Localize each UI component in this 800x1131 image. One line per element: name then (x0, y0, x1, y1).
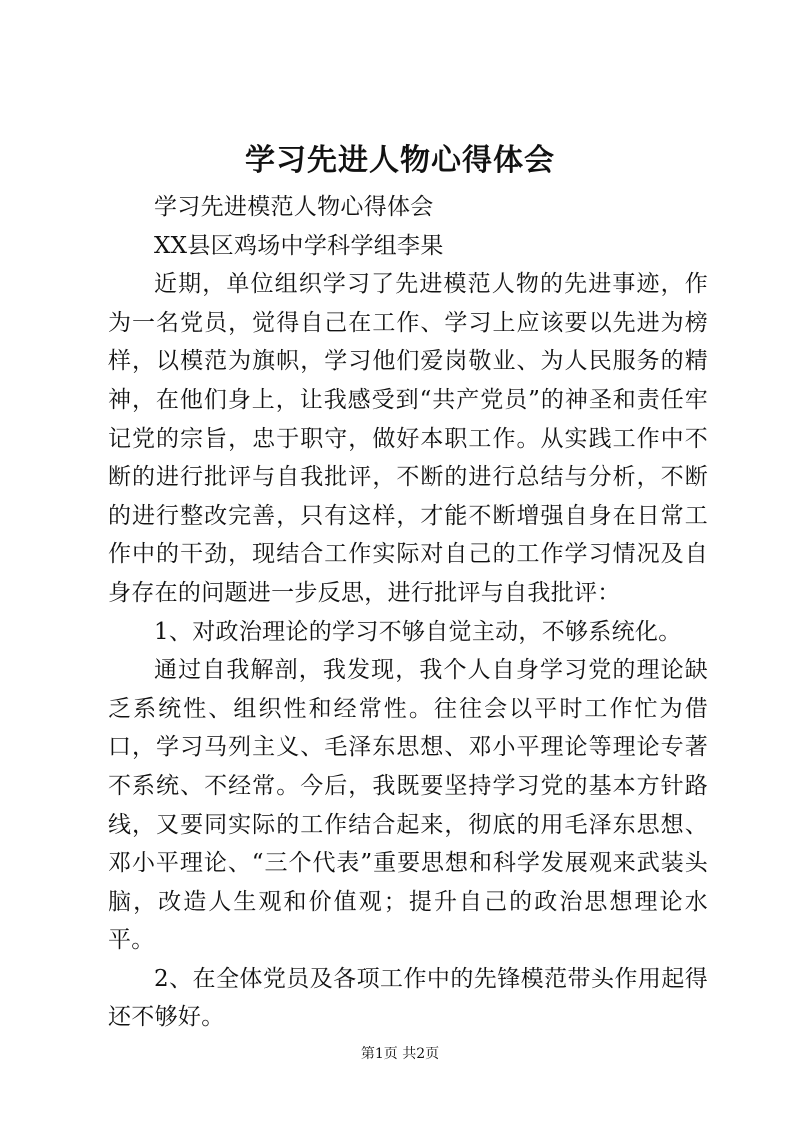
subtitle-paragraph: 学习先进模范人物心得体会 (154, 194, 434, 220)
author-paragraph: XX县区鸡场中学科学组李果 (154, 232, 444, 259)
intro-paragraph: 近期，单位组织学习了先进模范人物的先进事迹，作为一名党员，觉得自己在工作、学习上应该要以先进为榜样，以模范为旗帜，学习他们爱岗敬业、为人民服务的精神，在他们身上，让我感受到“共产党员”的神圣和责任牢记党的宗旨，忠于职守，做好本职工作。从实践工作中不断的进行批评与自我批评，不断的进行总结与分析，不断的进行整改完善，只有这样，才能不断增强自身在日常工作中的干劲，现结合工作实际对自己的工作学习情况及自身存在的问题进一步反思，进行批评与自我批评： (108, 271, 708, 606)
page-footer: 第1页 共2页 (360, 1046, 440, 1062)
point-two-heading: 2、在全体党员及各项工作中的先锋模范带头作用起得还不够好。 (108, 965, 708, 1031)
document-title: 学习先进人物心得体会 (245, 143, 555, 178)
point-one-heading: 1、对政治理论的学习不够自觉主动，不够系统化。 (154, 618, 682, 645)
document-body (108, 188, 708, 1037)
point-one-paragraph: 通过自我解剖，我发现，我个人自身学习党的理论缺乏系统性、组织性和经常性。往往会以平时工作忙为借口，学习马列主义、毛泽东思想、邓小平理论等理论专著不系统、不经常。今后，我既要坚持学习党的基本方针路线，又要同实际的工作结合起来，彻底的用毛泽东思想、邓小平理论、“三个代表”重要思想和科学发展观来武装头脑，改造人生观和价值观；提升自己的政治思想理论水平。 (108, 657, 708, 954)
